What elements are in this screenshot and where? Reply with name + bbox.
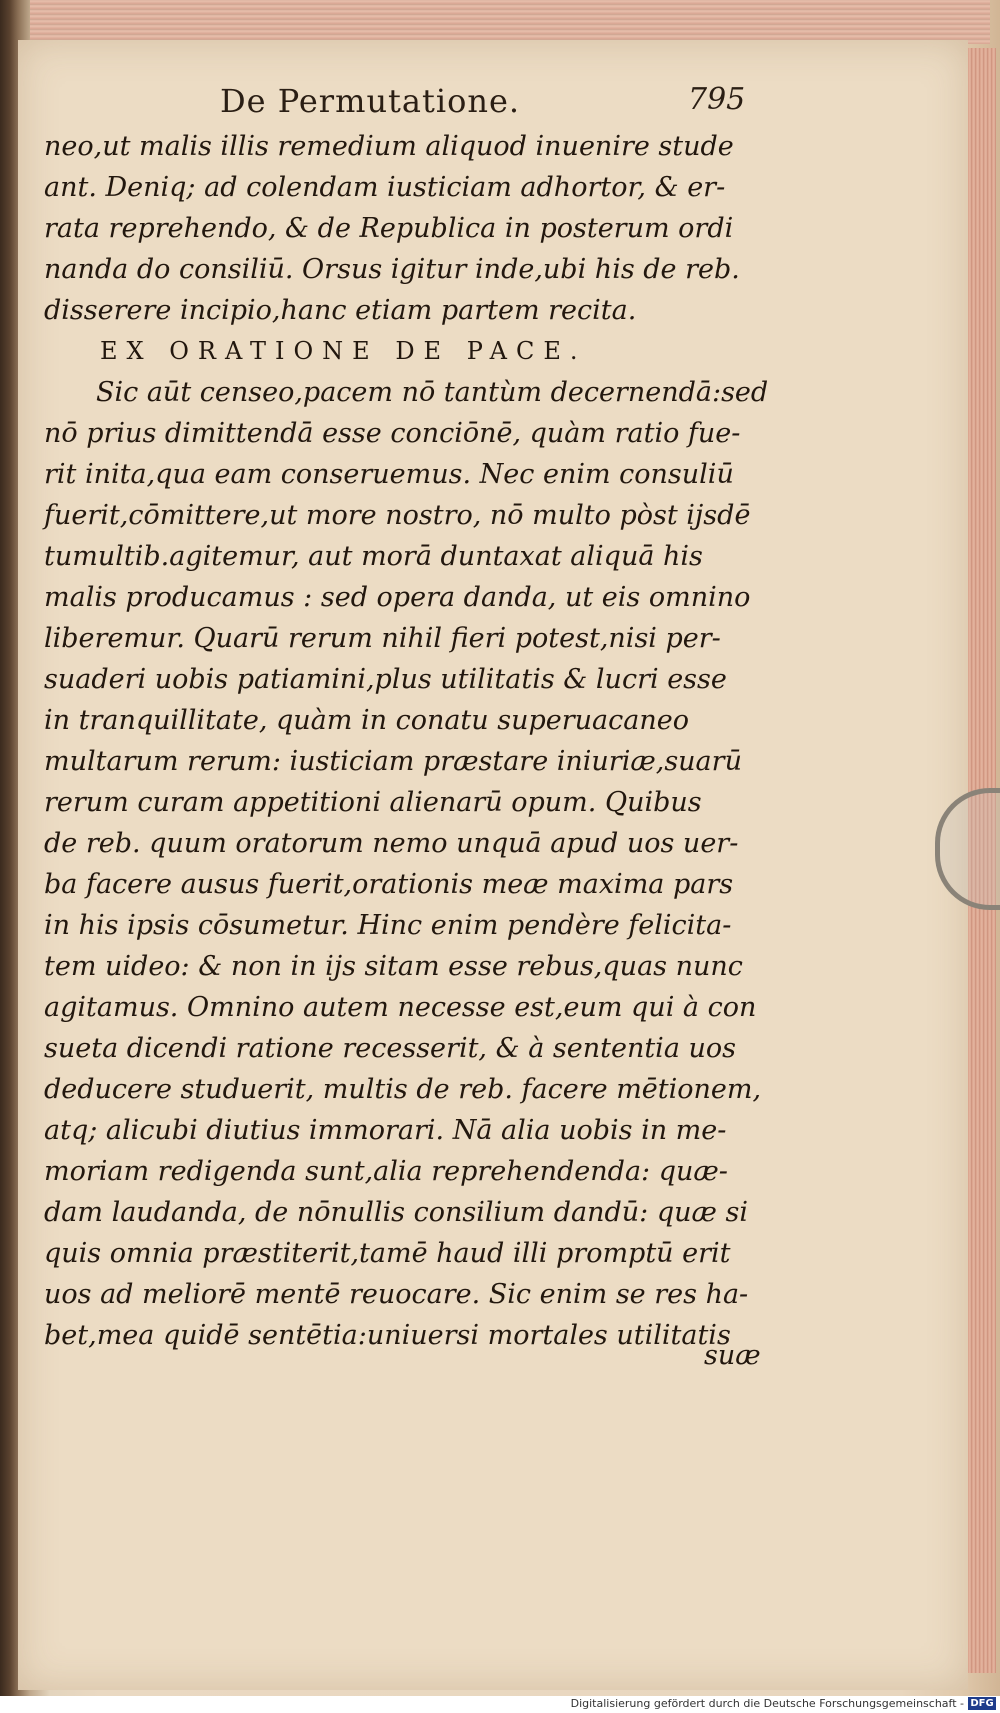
- catchword: suæ: [704, 1340, 761, 1371]
- running-head: [200, 82, 800, 122]
- paragraph-line: agitamus. Omnino autem necesse est,eum qui à con: [44, 992, 757, 1023]
- paragraph-line: suaderi uobis patiamini,plus utilitatis & lucri esse: [44, 664, 727, 695]
- section-heading: EX ORATIONE DE PACE.: [100, 337, 587, 365]
- paragraph-line: rerum curam appetitioni alienarū opum. Quibus: [44, 787, 702, 818]
- paragraph-line: in tranquillitate, quàm in conatu superuacaneo: [44, 705, 689, 736]
- text-line: disserere incipio,hanc etiam partem recita.: [44, 295, 637, 326]
- paragraph-line: moriam redigenda sunt,alia reprehendenda: quæ-: [44, 1156, 728, 1187]
- footer-bar: [0, 1696, 1000, 1713]
- paragraph-line: tumultib.agitemur, aut morā duntaxat aliquā his: [44, 541, 703, 572]
- running-title: De Permutatione.: [220, 82, 521, 120]
- paragraph-line: sueta dicendi ratione recesserit, & à sententia uos: [44, 1033, 736, 1064]
- paragraph-line: nō prius dimittendā esse conciōnē, quàm ratio fue-: [44, 418, 741, 449]
- page-edges-top: [30, 0, 990, 44]
- paragraph-line: atq; alicubi diutius immorari. Nā alia uobis in me-: [44, 1115, 727, 1146]
- paragraph-line: uos ad meliorē mentē reuocare. Sic enim se res ha-: [44, 1279, 749, 1310]
- text-line: rata reprehendo, & de Republica in posterum ordi: [44, 213, 734, 244]
- page-number: 795: [688, 82, 746, 117]
- paragraph-line: rit inita,qua eam conseruemus. Nec enim consuliū: [44, 459, 734, 490]
- paragraph-line: dam laudanda, de nōnullis consilium dandū: quæ si: [44, 1197, 748, 1228]
- paragraph-line: quis omnia præstiterit,tamē haud illi promptū erit: [44, 1238, 731, 1269]
- footer-credit: Digitalisierung gefördert durch die Deutsche Forschungsgemeinschaft -: [570, 1697, 964, 1710]
- paragraph-line: in his ipsis cōsumetur. Hinc enim pendère felicita-: [44, 910, 732, 941]
- paragraph-line: bet,mea quidē sentētia:uniuersi mortales utilitatis: [44, 1320, 731, 1351]
- paragraph-line: tem uideo: & non in ijs sitam esse rebus,quas nunc: [44, 951, 743, 982]
- paragraph-line: de reb. quum oratorum nemo unquā apud uos uer-: [44, 828, 739, 859]
- text-block: [44, 126, 769, 1356]
- paragraph-line: multarum rerum: iusticiam præstare iniuriæ,suarū: [44, 746, 742, 777]
- text-line: ant. Deniq; ad colendam iusticiam adhortor, & er-: [44, 172, 726, 203]
- paragraph-line: fuerit,cōmittere,ut more nostro, nō multo pòst ijsdē: [44, 500, 751, 531]
- paragraph-line: ba facere ausus fuerit,orationis meæ maxima pars: [44, 869, 734, 900]
- dfg-logo: DFG: [968, 1697, 996, 1710]
- paragraph-line: liberemur. Quarū rerum nihil fieri potest,nisi per-: [44, 623, 721, 654]
- text-line: nanda do consiliū. Orsus igitur inde,ubi his de reb.: [44, 254, 740, 285]
- paragraph-line: Sic aūt censeo,pacem nō tantùm decernendā:sed: [96, 377, 769, 408]
- paragraph-line: deducere studuerit, multis de reb. facere mētionem,: [44, 1074, 762, 1105]
- text-line: neo,ut malis illis remedium aliquod inuenire stude: [44, 131, 734, 162]
- paragraph-line: malis producamus : sed opera danda, ut eis omnino: [44, 582, 751, 613]
